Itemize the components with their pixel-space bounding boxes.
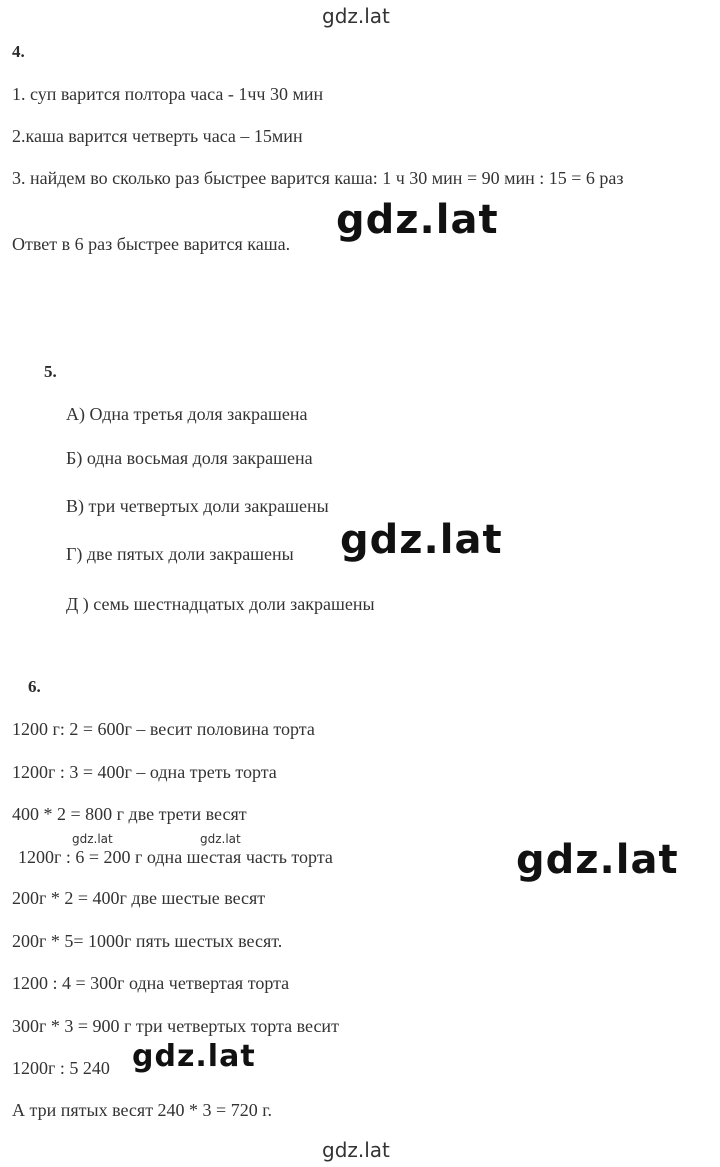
task-6-number: 6. — [28, 677, 41, 696]
task-5-line-v: В) три четвертых доли закрашены — [66, 496, 329, 516]
task-6-line-3: 400 * 2 = 800 г две трети весят — [12, 804, 247, 824]
task-5-line-g: Г) две пятых доли закрашены — [66, 544, 294, 564]
task-5-number: 5. — [44, 362, 57, 381]
task-5-line-d: Д ) семь шестнадцатых доли закрашены — [66, 594, 375, 614]
task-6-line-4: 1200г : 6 = 200 г одна шестая часть торта — [18, 847, 333, 867]
task-6-line-6: 200г * 5= 1000г пять шестых весят. — [12, 931, 283, 951]
task-4-line-3: 3. найдем во сколько раз быстрее варится каша: 1 ч 30 мин = 90 мин : 15 = 6 раз — [12, 168, 624, 188]
watermark-bottom: gdz.lat — [322, 1138, 390, 1162]
watermark-tiny-1: gdz.lat — [72, 832, 113, 846]
watermark-large-4: gdz.lat — [132, 1039, 256, 1074]
task-6-line-1: 1200 г: 2 = 600г – весит половина торта — [12, 719, 315, 739]
task-6-line-2: 1200г : 3 = 400г – одна треть торта — [12, 762, 277, 782]
task-6-line-5: 200г * 2 = 400г две шестые весят — [12, 888, 266, 908]
watermark-tiny-2: gdz.lat — [200, 832, 241, 846]
task-4-line-2: 2.каша варится четверть часа – 15мин — [12, 126, 303, 146]
watermark-top: gdz.lat — [322, 4, 390, 28]
watermark-large-1: gdz.lat — [336, 197, 499, 243]
watermark-large-2: gdz.lat — [340, 517, 503, 563]
task-4-answer: Ответ в 6 раз быстрее варится каша. — [12, 234, 291, 254]
task-6-line-9: 1200г : 5 240 — [12, 1058, 110, 1078]
task-6-line-10: А три пятых весят 240 * 3 = 720 г. — [12, 1100, 273, 1120]
task-4-number: 4. — [12, 42, 25, 61]
task-6-line-7: 1200 : 4 = 300г одна четвертая торта — [12, 973, 290, 993]
task-4-line-1: 1. суп варится полтора часа - 1чч 30 мин — [12, 84, 324, 104]
task-5-line-a: А) Одна третья доля закрашена — [66, 404, 308, 424]
watermark-large-3: gdz.lat — [516, 837, 679, 883]
task-5-line-b: Б) одна восьмая доля закрашена — [66, 448, 313, 468]
task-6-line-8: 300г * 3 = 900 г три четвертых торта весит — [12, 1016, 339, 1036]
